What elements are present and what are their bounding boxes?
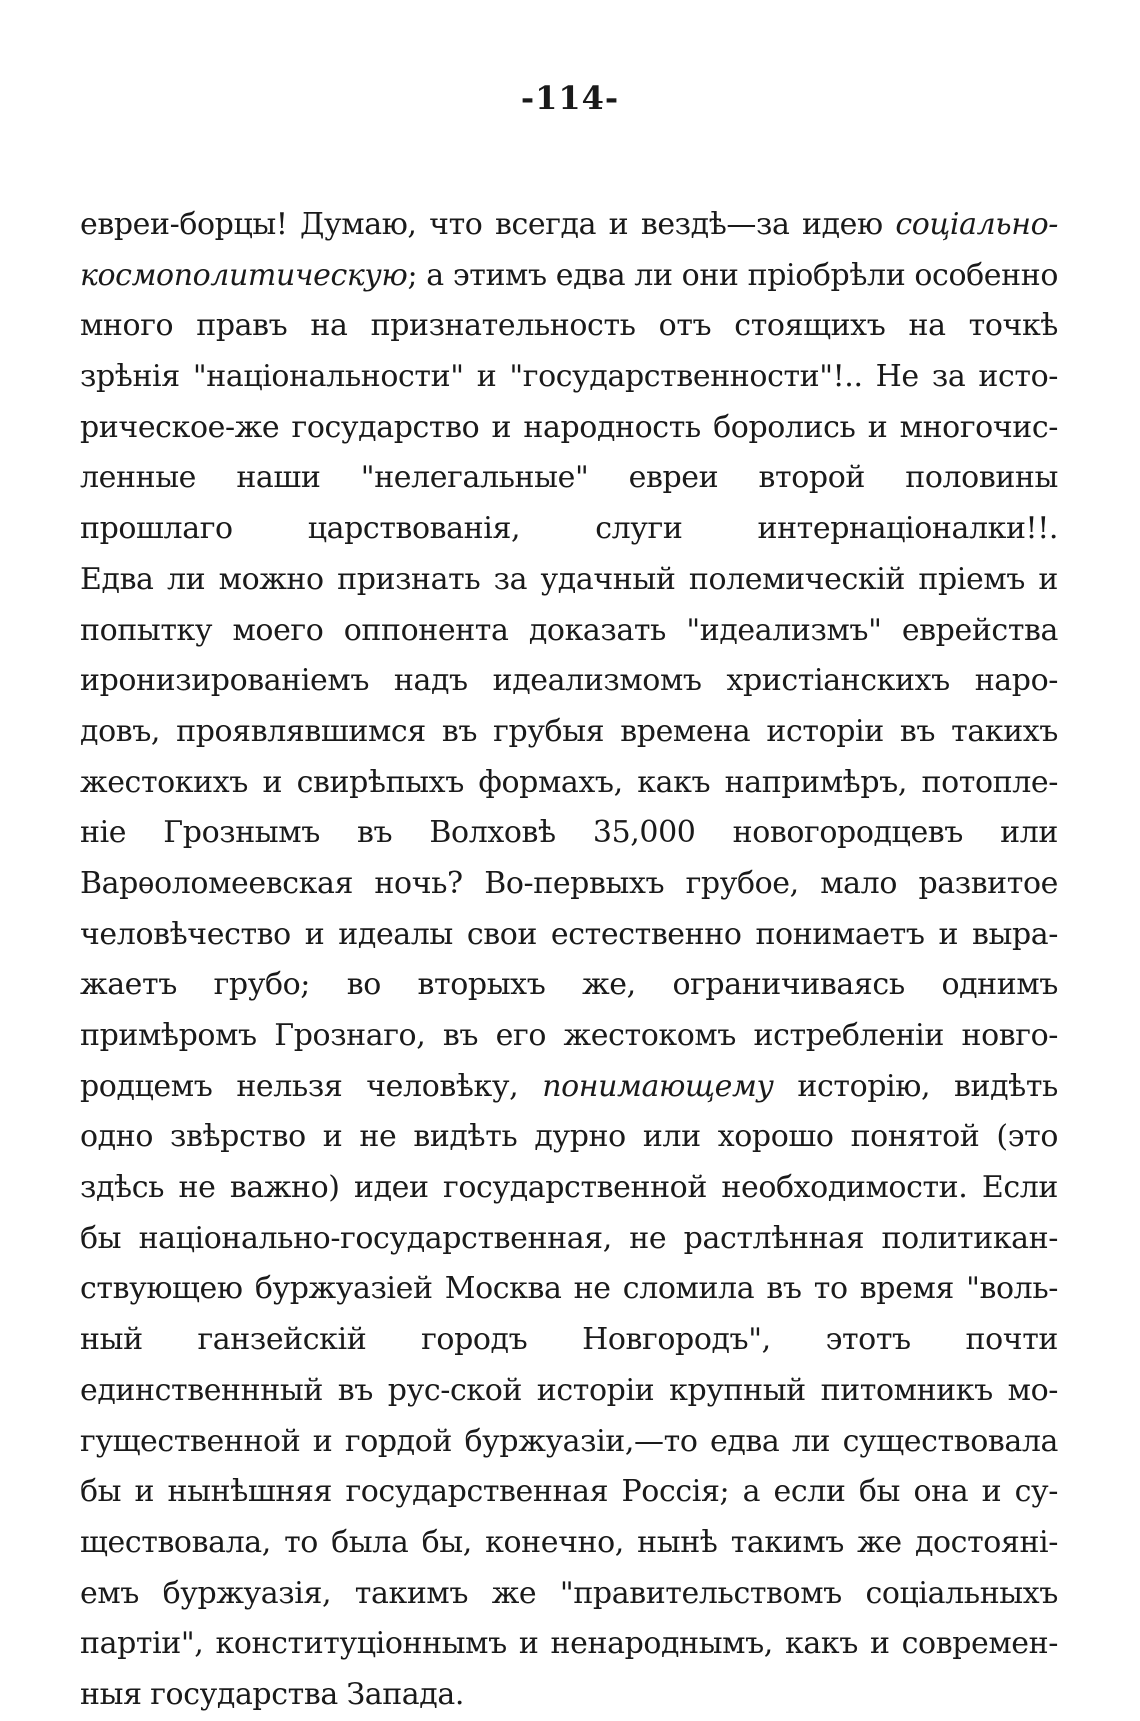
italic-text: понимающему	[542, 1068, 774, 1104]
text-line	[80, 1569, 1058, 1620]
text-segment: ленные наши "нелегальные" евреи второй половины	[80, 460, 1058, 496]
text-line	[80, 808, 1058, 859]
text-segment: рическое-же государство и народность боролись и многочис-	[80, 409, 1058, 445]
text-segment: много правъ на признательность отъ стоящихъ на точкѣ	[80, 308, 1058, 344]
text-segment: Едва ли можно признать за удачный полемическій пріемъ и	[80, 561, 1058, 597]
text-line	[80, 1062, 1058, 1113]
text-line	[80, 1315, 1058, 1366]
text-line	[80, 352, 1058, 403]
text-segment: бы и нынѣшняя государственная Россія; а если бы она и су-	[80, 1474, 1058, 1510]
text-segment: довъ, проявлявшимся въ грубыя времена исторіи въ такихъ	[80, 713, 1058, 749]
text-line	[80, 403, 1058, 454]
text-segment: жестокихъ и свирѣпыхъ формахъ, какъ напримѣръ, потопле-	[80, 764, 1058, 800]
text-line	[80, 1011, 1058, 1062]
body-text	[80, 200, 1058, 1721]
text-segment: зрѣнія "національности" и "государственности"!.. Не за исто-	[80, 359, 1058, 395]
text-segment: ный ганзейскій городъ Новгородъ", этотъ почти	[80, 1322, 1058, 1358]
text-line	[80, 301, 1058, 352]
text-segment: ствующею буржуазіей Москва не сломила въ то время "воль-	[80, 1271, 1058, 1307]
text-segment: человѣчество и идеалы свои естественно понимаетъ и выра-	[80, 916, 1058, 952]
text-segment: Варѳоломеевская ночь? Во-первыхъ грубое, мало развитое	[80, 865, 1058, 901]
text-line	[80, 251, 1058, 302]
text-segment: жаетъ грубо; во вторыхъ же, ограничиваясь однимъ	[80, 967, 1058, 1003]
text-segment: иронизированіемъ надъ идеализмомъ христіанскихъ наро-	[80, 663, 1058, 699]
text-line	[80, 504, 1058, 555]
text-segment: ; а этимъ едва ли они пріобрѣли особенно	[407, 257, 1058, 293]
text-line	[80, 1366, 1058, 1417]
text-line	[80, 859, 1058, 910]
text-line	[80, 707, 1058, 758]
text-segment: родцемъ нельзя человѣку,	[80, 1068, 543, 1104]
text-line	[80, 1163, 1058, 1214]
text-segment: примѣромъ Грознаго, въ его жестокомъ истребленіи новго-	[80, 1018, 1058, 1053]
text-segment: ніе Грознымъ въ Волховѣ 35,000 новогородцевъ или	[80, 815, 1058, 851]
text-segment: емъ буржуазія, такимъ же "правительствомъ соціальныхъ	[80, 1575, 1058, 1611]
text-line	[80, 1264, 1058, 1315]
text-line	[80, 606, 1058, 657]
text-line	[80, 960, 1058, 1011]
text-segment: партіи", конституціоннымъ и ненароднымъ, какъ и современ-	[80, 1626, 1058, 1662]
text-segment: гущественной и гордой буржуазіи,—то едва ли существовала	[80, 1423, 1058, 1459]
text-segment: прошлаго царствованія, слуги интернаціоналки!!.	[80, 511, 1058, 547]
italic-text: соціально-	[895, 207, 1058, 242]
text-line	[80, 758, 1058, 809]
text-line	[80, 1214, 1058, 1265]
italic-text: космополитическую	[80, 257, 408, 293]
text-segment: ныя государства Запада.	[80, 1676, 464, 1712]
text-segment: единственнный въ рус-ской исторіи крупный питомникъ мо-	[80, 1372, 1058, 1408]
text-segment: бы національно-государственная, не растлѣнная политикан-	[80, 1220, 1058, 1256]
text-line	[80, 200, 1058, 251]
text-segment: попытку моего оппонента доказать "идеализмъ" еврейства	[80, 612, 1058, 648]
text-line	[80, 555, 1058, 606]
text-segment: одно звѣрство и не видѣть дурно или хорошо понятой (это	[80, 1119, 1058, 1155]
text-line	[80, 1112, 1058, 1163]
text-line	[80, 1619, 1058, 1670]
text-segment: здѣсь не важно) идеи государственной необходимости. Если	[80, 1170, 1058, 1206]
text-line	[80, 1670, 1058, 1721]
text-line	[80, 1518, 1058, 1569]
text-segment: исторію, видѣть	[773, 1068, 1058, 1104]
text-line	[80, 910, 1058, 961]
text-line	[80, 1467, 1058, 1518]
text-line	[80, 1417, 1058, 1468]
text-segment: евреи-борцы! Думаю, что всегда и вездѣ—за идею	[80, 207, 896, 242]
text-line	[80, 656, 1058, 707]
text-line	[80, 453, 1058, 504]
text-segment: ществовала, то была бы, конечно, нынѣ такимъ же достояні-	[80, 1524, 1058, 1560]
page-number: -114-	[520, 79, 620, 117]
